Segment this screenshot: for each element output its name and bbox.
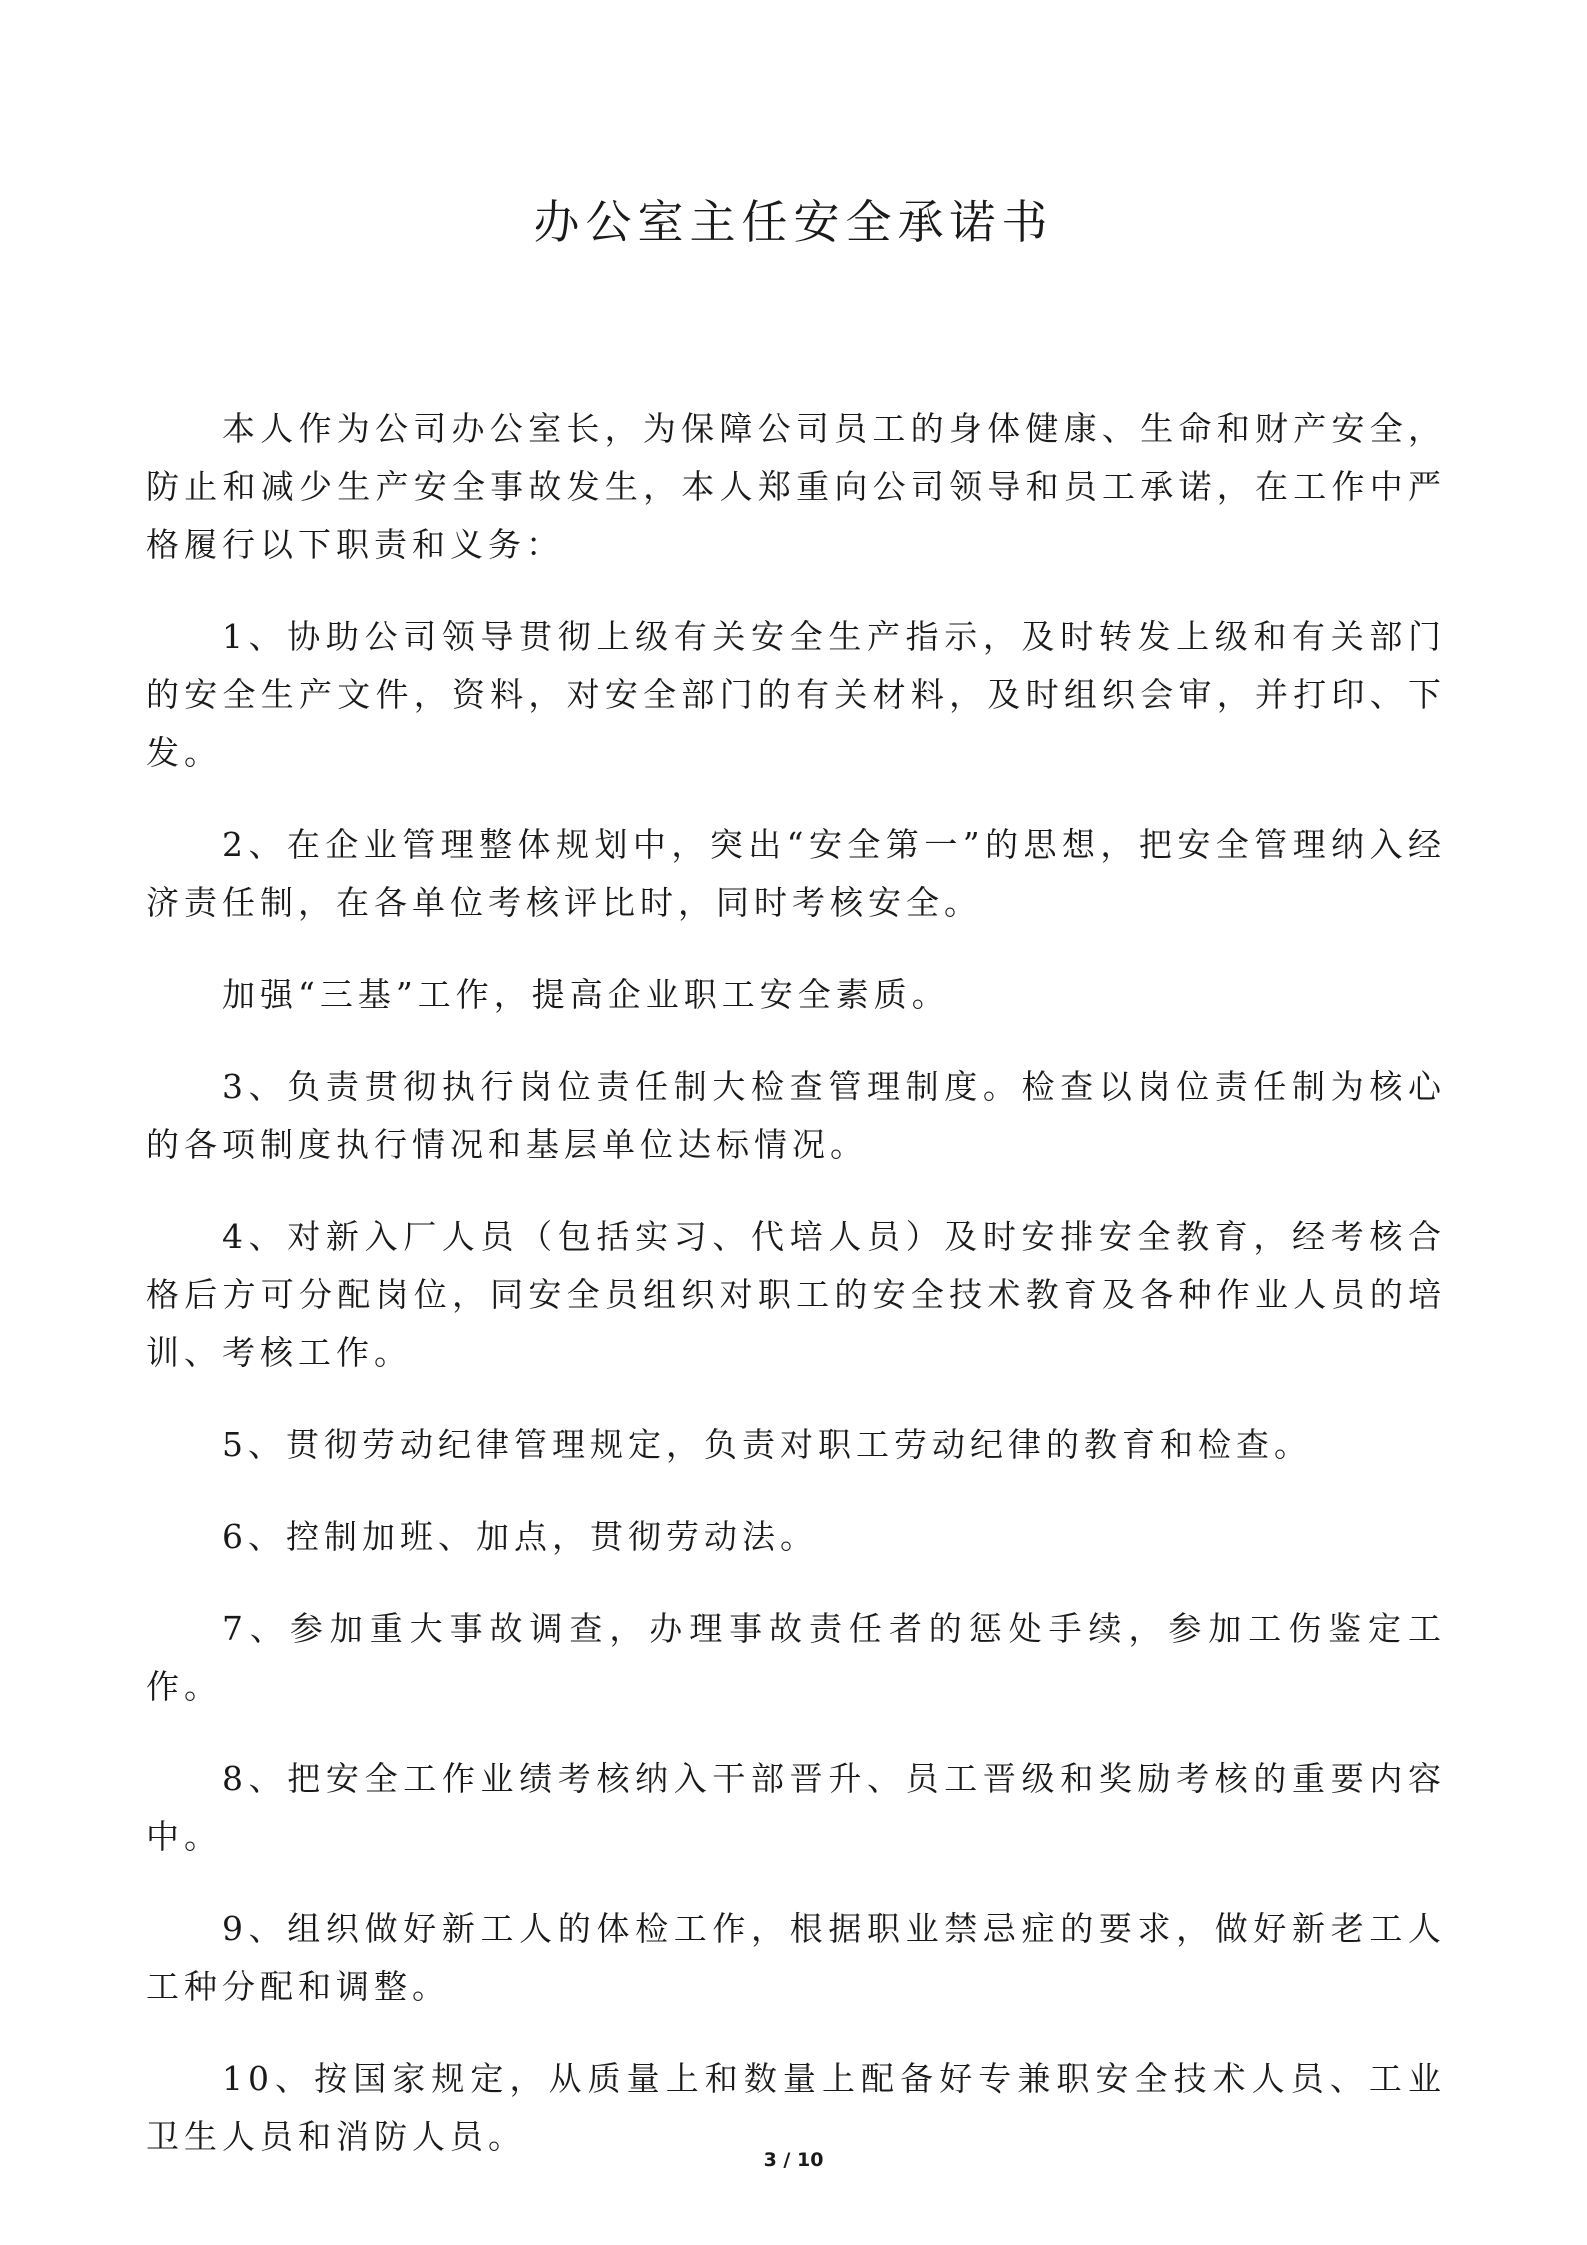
paragraph-item-8: 8、把安全工作业绩考核纳入干部晋升、员工晋级和奖励考核的重要内容中。 <box>146 1759 1446 1856</box>
paragraph-intro: 本人作为公司办公室长，为保障公司员工的身体健康、生命和财产安全，防止和减少生产安全事故发生，本人郑重向公司领导和员工承诺，在工作中严格履行以下职责和义务： <box>146 409 1446 564</box>
page-number: 3 / 10 <box>763 2149 824 2171</box>
paragraph-item-1: 1、协助公司领导贯彻上级有关安全生产指示，及时转发上级和有关部门的安全生产文件，资料，对安全部门的有关材料，及时组织会审，并打印、下发。 <box>146 617 1446 772</box>
paragraph-item-5: 5、贯彻劳动纪律管理规定，负责对职工劳动纪律的教育和检查。 <box>222 1425 1312 1464</box>
paragraph-item-2: 2、在企业管理整体规划中，突出“安全第一”的思想，把安全管理纳入经济责任制，在各单位考核评比时，同时考核安全。 <box>146 825 1446 922</box>
paragraph-item-7: 7、参加重大事故调查，办理事故责任者的惩处手续，参加工伤鉴定工作。 <box>146 1609 1446 1706</box>
paragraph-item-4: 4、对新入厂人员（包括实习、代培人员）及时安排安全教育，经考核合格后方可分配岗位，同安全员组织对职工的安全技术教育及各种作业人员的培训、考核工作。 <box>146 1217 1446 1372</box>
paragraph-item-6: 6、控制加班、加点，贯彻劳动法。 <box>222 1517 818 1556</box>
paragraph-item-9: 9、组织做好新工人的体检工作，根据职业禁忌症的要求，做好新老工人工种分配和调整。 <box>146 1909 1446 2006</box>
document-title: 办公室主任安全承诺书 <box>533 195 1054 249</box>
paragraph-item-2-note: 加强“三基”工作，提高企业职工安全素质。 <box>222 975 950 1014</box>
paragraph-item-3: 3、负责贯彻执行岗位责任制大检查管理制度。检查以岗位责任制为核心的各项制度执行情况和基层单位达标情况。 <box>146 1067 1446 1164</box>
document-body <box>146 400 1446 2200</box>
paragraph-item-10: 10、按国家规定，从质量上和数量上配备好专兼职安全技术人员、工业卫生人员和消防人员。 <box>146 2059 1446 2156</box>
